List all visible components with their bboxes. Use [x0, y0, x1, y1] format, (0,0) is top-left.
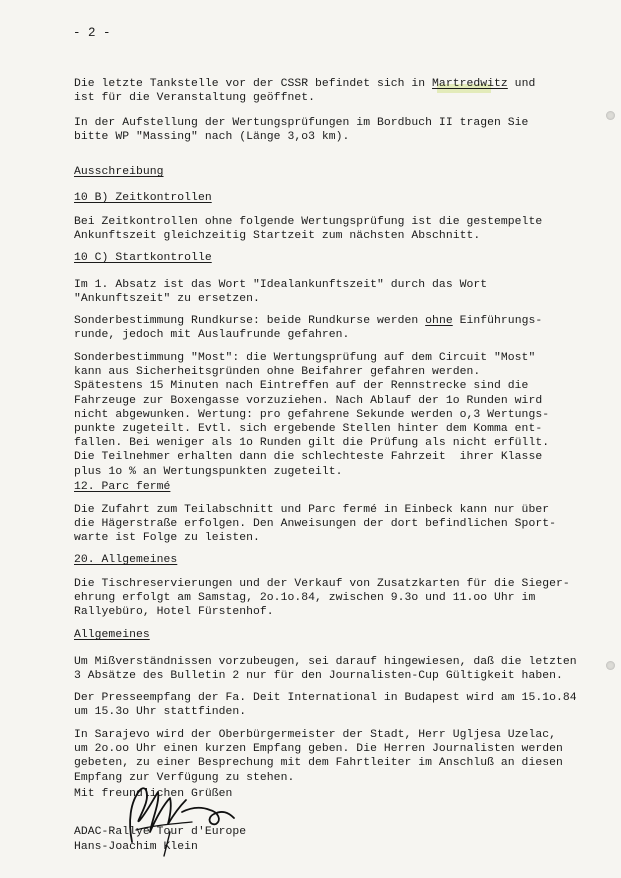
punch-hole [606, 661, 615, 670]
paragraph-allgemeines-2: Der Presseempfang der Fa. Deit International in Budapest wird am 15.1o.84 um 15.3o Uhr stattfinden. [74, 692, 577, 719]
paragraph-10b: Bei Zeitkontrollen ohne folgende Wertungsprüfung ist die gestempelte Ankunftszeit gleichzeitig Startzeit zum nächsten Abschnitt. [74, 216, 543, 243]
paragraph-allgemeines-1: Um Mißverständnissen vorzubeugen, sei darauf hingewiesen, daß die letzten 3 Absätze des Bulletin 2 nur für den Journalisten-Cup Gültigkeit haben. [74, 656, 577, 683]
place-martredwitz: Martredwitz [432, 78, 508, 90]
punch-hole [606, 111, 615, 120]
paragraph-10c: Im 1. Absatz ist das Wort "Idealankunftszeit" durch das Wort "Ankunftszeit" zu ersetzen. [74, 279, 488, 306]
heading-ausschreibung: Ausschreibung [74, 166, 164, 178]
heading-10b: 10 B) Zeitkontrollen [74, 192, 212, 204]
paragraph-12: Die Zufahrt zum Teilabschnitt und Parc fermé in Einbeck kann nur über die Hägerstraße erfolgen. Den Anweisungen der dort befindlichen Sport- warte ist Folge zu leisten. [74, 504, 556, 545]
word-ohne: ohne [425, 315, 453, 327]
paragraph-allgemeines-3: In Sarajevo wird der Oberbürgermeister der Stadt, Herr Ugljesa Uzelac, um 2o.oo Uhr einen kurzen Empfang geben. Die Herren Journalisten werden gebeten, zu einer Besprechung mit dem Fahrtleiter im Anschluß an diesen Empfang zur Verfügung zu stehen. [74, 729, 563, 784]
handwritten-signature [110, 772, 240, 857]
page-number: - 2 - [73, 26, 111, 40]
paragraph-wertungspruefungen: In der Aufstellung der Wertungsprüfungen im Bordbuch II tragen Sie bitte WP "Massing" nach (Länge 3,o3 km). [74, 117, 529, 144]
heading-10c: 10 C) Startkontrolle [74, 252, 212, 264]
paragraph-rundkurse: Sonderbestimmung Rundkurse: beide Rundkurse werden ohne Einführungs- runde, jedoch mit Auslaufrunde gefahren. [74, 315, 543, 342]
closing: Mit freundlichen Grüßen [74, 788, 233, 800]
signature-name: Hans-Joachim Klein [74, 841, 198, 853]
heading-20: 20. Allgemeines [74, 554, 178, 566]
paragraph-most: Sonderbestimmung "Most": die Wertungsprüfung auf dem Circuit "Most" kann aus Sicherheitsgründen ohne Beifahrer gefahren werden. Spätestens 15 Minuten nach Eintreffen auf der Rennstrecke sind die Fahrzeuge zur Boxengasse vorzuziehen. Nach Ablauf der 1o Runden wird nicht abgewunken. Wertung: pro gefahrene Sekunde werden o,3 Wertungs- punkte zugeteilt. Evtl. sich ergebende Stellen hinter dem Komma ent- fallen. Bei weniger als 1o Runden gilt die Prüfung als nicht erfüllt. Die Teilnehmer erhalten dann die schlechteste Fahrzeit ihrer Klasse plus 1o % an Wertungspunkten zugeteilt. [74, 352, 550, 478]
paragraph-20: Die Tischreservierungen und der Verkauf von Zusatzkarten für die Sieger- ehrung erfolgt am Samstag, 2o.1o.84, zwischen 9.3o und 11.oo Uhr im Rallyebüro, Hotel Fürstenhof. [74, 578, 570, 619]
signature-organization: ADAC-Rallye Tour d'Europe [74, 826, 247, 838]
heading-allgemeines: Allgemeines [74, 629, 150, 641]
paragraph-tankstelle: Die letzte Tankstelle vor der CSSR befindet sich in Martredwitz und ist für die Veranstaltung geöffnet. [74, 78, 536, 105]
heading-12: 12. Parc fermé [74, 481, 171, 493]
